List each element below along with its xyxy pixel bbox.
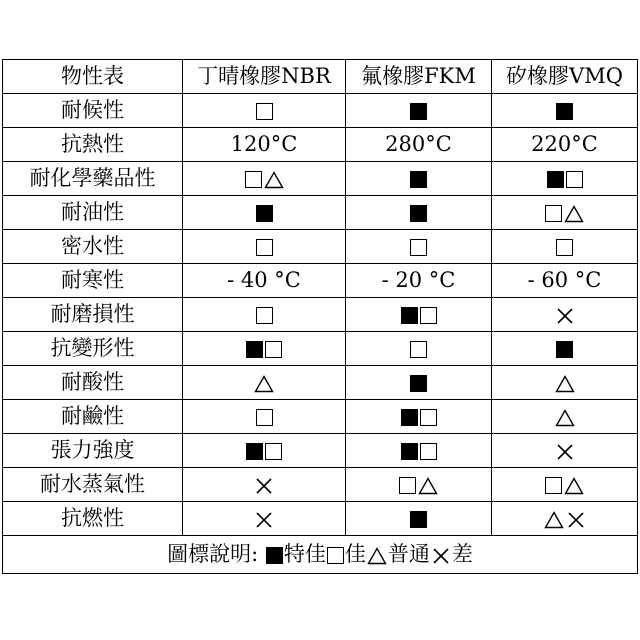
- cell-nbr: 120°C: [183, 128, 346, 162]
- row-label: 耐鹼性: [3, 400, 183, 434]
- cell-fkm: - 20 °C: [346, 264, 492, 298]
- table-row: [3, 298, 638, 332]
- legend-label: 差: [451, 542, 473, 566]
- cross-icon: [254, 511, 274, 529]
- table-row: [3, 162, 638, 196]
- cell-fkm: [346, 366, 492, 400]
- cross-icon: [555, 307, 575, 325]
- white-square-icon: [566, 171, 583, 188]
- cell-fkm: [346, 400, 492, 434]
- header-row: [3, 60, 638, 94]
- legend-cell: [3, 536, 638, 574]
- triangle-icon: [555, 375, 575, 393]
- row-label: 耐酸性: [3, 366, 183, 400]
- triangle-icon: [564, 205, 584, 223]
- legend-label: 普通: [387, 542, 430, 566]
- cell-nbr: [183, 94, 346, 128]
- cell-vmq: [492, 434, 638, 468]
- header-cell-vmq: 矽橡膠VMQ: [492, 60, 638, 94]
- table-row: [3, 230, 638, 264]
- triangle-icon: [555, 409, 575, 427]
- white-square-icon: [545, 205, 562, 222]
- cross-icon: [431, 547, 451, 565]
- white-square-icon: [545, 477, 562, 494]
- cell-vmq: 220°C: [492, 128, 638, 162]
- header-cell-property: 物性表: [3, 60, 183, 94]
- black-square-icon: [410, 205, 427, 222]
- cell-vmq: - 60 °C: [492, 264, 638, 298]
- cell-nbr: [183, 502, 346, 536]
- cell-fkm: [346, 196, 492, 230]
- legend-label: 特佳: [283, 542, 326, 566]
- table-row: [3, 94, 638, 128]
- triangle-icon: [564, 477, 584, 495]
- white-square-icon: [256, 409, 273, 426]
- black-square-icon: [401, 409, 418, 426]
- table-row: [3, 366, 638, 400]
- cell-fkm: [346, 298, 492, 332]
- table-row: [3, 502, 638, 536]
- cell-fkm: 280°C: [346, 128, 492, 162]
- row-label: 耐油性: [3, 196, 183, 230]
- table-row: [3, 128, 638, 162]
- triangle-icon: [264, 171, 284, 189]
- table-row: [3, 434, 638, 468]
- white-square-icon: [410, 341, 427, 358]
- black-square-icon: [556, 103, 573, 120]
- black-square-icon: [410, 511, 427, 528]
- table-row: [3, 264, 638, 298]
- black-square-icon: [547, 171, 564, 188]
- legend-label: 佳: [344, 542, 366, 566]
- cell-vmq: [492, 366, 638, 400]
- row-label: 抗熱性: [3, 128, 183, 162]
- cell-nbr: [183, 434, 346, 468]
- black-square-icon: [246, 341, 263, 358]
- black-square-icon: [246, 443, 263, 460]
- cell-fkm: [346, 332, 492, 366]
- black-square-icon: [401, 443, 418, 460]
- white-square-icon: [420, 409, 437, 426]
- row-label: 密水性: [3, 230, 183, 264]
- white-square-icon: [327, 547, 344, 564]
- cell-nbr: [183, 366, 346, 400]
- cell-nbr: [183, 400, 346, 434]
- row-label: 耐寒性: [3, 264, 183, 298]
- cell-fkm: [346, 230, 492, 264]
- cell-vmq: [492, 468, 638, 502]
- table-row: [3, 400, 638, 434]
- black-square-icon: [410, 375, 427, 392]
- cell-nbr: [183, 230, 346, 264]
- cell-vmq: [492, 502, 638, 536]
- table-body: [3, 94, 638, 536]
- white-square-icon: [265, 443, 282, 460]
- header-cell-fkm: 氟橡膠FKM: [346, 60, 492, 94]
- cell-nbr: [183, 332, 346, 366]
- row-label: 耐化學藥品性: [3, 162, 183, 196]
- cell-nbr: [183, 468, 346, 502]
- triangle-icon: [367, 547, 387, 565]
- cell-vmq: [492, 94, 638, 128]
- row-label: 抗變形性: [3, 332, 183, 366]
- cell-fkm: [346, 94, 492, 128]
- white-square-icon: [399, 477, 416, 494]
- white-square-icon: [265, 341, 282, 358]
- legend-row: [3, 536, 638, 574]
- row-label: 抗燃性: [3, 502, 183, 536]
- cell-fkm: [346, 502, 492, 536]
- cell-vmq: [492, 162, 638, 196]
- property-table: [2, 59, 638, 574]
- white-square-icon: [245, 171, 262, 188]
- cell-nbr: [183, 196, 346, 230]
- cross-icon: [566, 511, 586, 529]
- row-label: 耐候性: [3, 94, 183, 128]
- cell-vmq: [492, 196, 638, 230]
- legend-prefix: 圖標說明:: [167, 542, 259, 566]
- black-square-icon: [401, 307, 418, 324]
- white-square-icon: [256, 307, 273, 324]
- table-row: [3, 196, 638, 230]
- triangle-icon: [418, 477, 438, 495]
- table-row: [3, 332, 638, 366]
- triangle-icon: [254, 375, 274, 393]
- cell-vmq: [492, 230, 638, 264]
- white-square-icon: [410, 239, 427, 256]
- black-square-icon: [256, 205, 273, 222]
- cell-vmq: [492, 298, 638, 332]
- row-label: 耐水蒸氣性: [3, 468, 183, 502]
- white-square-icon: [420, 307, 437, 324]
- header-cell-nbr: 丁晴橡膠NBR: [183, 60, 346, 94]
- black-square-icon: [556, 341, 573, 358]
- cell-fkm: [346, 434, 492, 468]
- row-label: 張力強度: [3, 434, 183, 468]
- property-table-container: [2, 59, 637, 574]
- table-row: [3, 468, 638, 502]
- white-square-icon: [556, 239, 573, 256]
- cell-nbr: [183, 298, 346, 332]
- black-square-icon: [266, 547, 283, 564]
- white-square-icon: [256, 103, 273, 120]
- white-square-icon: [256, 239, 273, 256]
- cross-icon: [555, 443, 575, 461]
- black-square-icon: [410, 103, 427, 120]
- triangle-icon: [544, 511, 564, 529]
- cell-nbr: [183, 162, 346, 196]
- row-label: 耐磨損性: [3, 298, 183, 332]
- cross-icon: [254, 477, 274, 495]
- cell-fkm: [346, 468, 492, 502]
- white-square-icon: [420, 443, 437, 460]
- cell-vmq: [492, 332, 638, 366]
- black-square-icon: [410, 171, 427, 188]
- cell-nbr: - 40 °C: [183, 264, 346, 298]
- cell-fkm: [346, 162, 492, 196]
- cell-vmq: [492, 400, 638, 434]
